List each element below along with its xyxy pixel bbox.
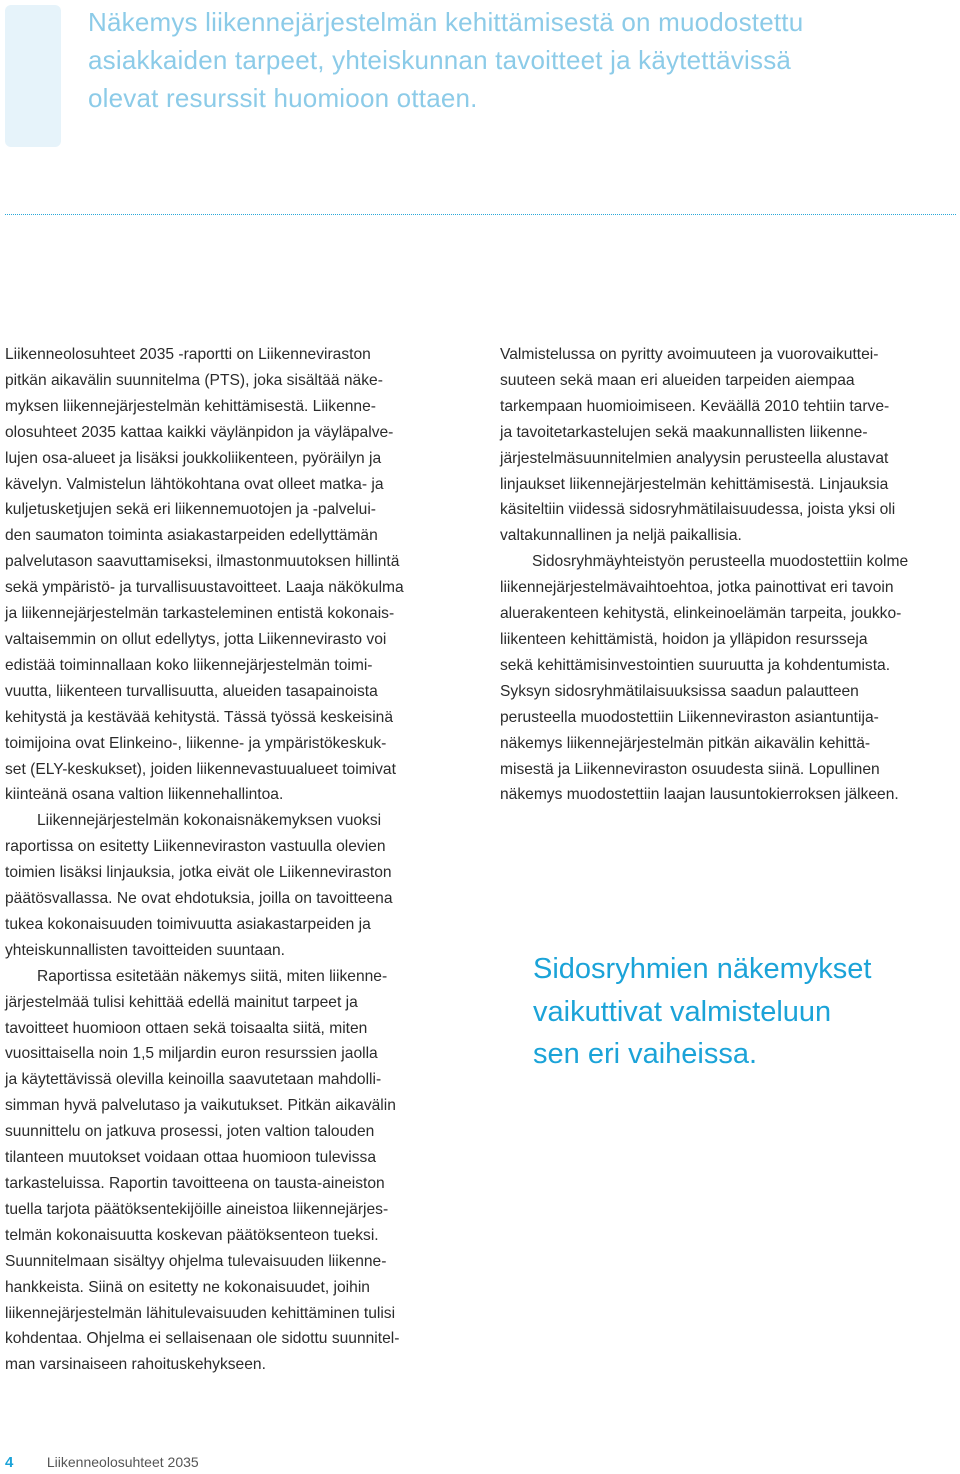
page-footer [5, 1451, 199, 1473]
text-line: päätösvallassa. Ne ovat ehdotuksia, joilla on tavoitteena [5, 890, 393, 908]
text-line: liikennejärjestelmävaihtoehtoa, jotka painottivat eri tavoin [500, 579, 894, 597]
text-line: Syksyn sidosryhmätilaisuuksissa saadun palautteen [500, 682, 859, 700]
right-paragraph-2 [500, 549, 960, 808]
text-line: käsiteltiin viidessä sidosryhmätilaisuudessa, joista yksi oli [500, 501, 896, 519]
text-line: ja käytettävissä olevilla keinoilla saavutetaan mahdolli- [5, 1071, 382, 1089]
text-line: suunnittelu on jatkuva prosessi, joten valtion talouden [5, 1123, 375, 1141]
pull-quote-line: sen eri vaiheissa. [533, 1038, 758, 1070]
page-headline [88, 3, 948, 117]
text-line: näkemys liikennejärjestelmän pitkän aikavälin kehittä- [500, 734, 871, 752]
text-line: myksen liikennejärjestelmän kehittämisestä. Liikenne- [5, 397, 376, 415]
accent-box [5, 5, 61, 147]
text-line: liikennejärjestelmän lähitulevaisuuden kehittäminen tulisi [5, 1304, 396, 1322]
publication-title: Liikenneolosuhteet 2035 [46, 1454, 199, 1470]
text-line: Liikennejärjestelmän kokonaisnäkemyksen vuoksi [37, 812, 382, 830]
text-line: tarkasteluissa. Raportin tavoitteena on tausta-aineiston [5, 1175, 385, 1192]
left-paragraph-3 [5, 964, 465, 1379]
right-column [500, 342, 960, 808]
headline-line: asiakkaiden tarpeet, yhteiskunnan tavoitteet ja käytettävissä [88, 45, 792, 75]
left-column [5, 342, 465, 1378]
pull-quote-line: Sidosryhmien näkemykset [533, 953, 872, 985]
text-line: perusteella muodostettiin Liikenneviraston asiantuntija- [500, 708, 879, 726]
text-line: kuljetusketjujen sekä eri liikennemuotojen ja -palvelui- [5, 501, 376, 519]
text-line: Suunnitelmaan sisältyy ohjelma tulevaisuuden liikenne- [5, 1252, 387, 1270]
text-line: tukea kokonaisuuden toimivuutta asiakastarpeiden ja [5, 915, 371, 933]
text-line: palvelutason saavuttamiseksi, ilmastonmuutoksen hillintä [5, 553, 400, 571]
text-line: kehitystä ja kestävää kehitystä. Tässä työssä keskeisinä [5, 708, 394, 726]
text-line: suuteen sekä maan eri alueiden tarpeiden aiempaa [500, 371, 855, 389]
text-line: telmän kokonaisuutta koskevan päätöksenteon tueksi. [5, 1226, 379, 1244]
page-number: 4 [5, 1454, 14, 1471]
text-line: sekä kehittämisinvestointien suuruutta ja kohdentumista. [500, 656, 891, 674]
headline-line: Näkemys liikennejärjestelmän kehittämisestä on muodostettu [88, 7, 804, 37]
text-line: näkemys muodostettiin laajan lausuntokierroksen jälkeen. [500, 786, 899, 804]
headline-line: olevat resurssit huomioon ottaen. [88, 83, 478, 113]
text-line: Liikenneolosuhteet 2035 -raportti on Liikenneviraston [5, 346, 371, 363]
text-line: yhteiskunnallisten tavoitteiden suuntaan. [5, 941, 286, 959]
text-line: lujen osa-alueet ja lisäksi joukkoliikenteen, pyöräilyn ja [5, 449, 382, 467]
text-line: ja liikennejärjestelmän tarkasteleminen entistä kokonais- [5, 605, 395, 623]
text-line: linjaukset liikennejärjestelmän kehittämisestä. Linjauksia [500, 475, 889, 493]
text-line: järjestelmäsuunnitelmien analyysin perusteella alustavat [500, 449, 889, 467]
text-line: kävelyn. Valmistelun lähtökohtana ovat olleet matka- ja [5, 475, 384, 493]
text-line: olosuhteet 2035 kattaa kaikki väylänpidon ja väyläpalve- [5, 423, 394, 441]
text-line: ja tavoitetarkastelujen sekä maakunnallisten liikenne- [500, 423, 868, 441]
text-line: set (ELY-keskukset), joiden liikennevastuualueet toimivat [5, 760, 396, 778]
left-paragraph-2 [5, 808, 465, 963]
text-line: vuosittaisella noin 1,5 miljardin euron resurssien jaolla [5, 1045, 378, 1063]
text-line: toimijoina ovat Elinkeino-, liikenne- ja ympäristökeskuk- [5, 734, 387, 752]
text-line: Raportissa esitetään näkemys siitä, miten liikenne- [37, 967, 388, 985]
text-line: man varsinaiseen rahoituskehykseen. [5, 1356, 266, 1374]
text-line: tilanteen muutokset voidaan ottaa huomioon tulevissa [5, 1149, 377, 1167]
text-line: simman hyvä palvelutaso ja vaikutukset. Pitkän aikavälin [5, 1097, 396, 1115]
left-paragraph-1 [5, 342, 465, 808]
text-line: kiinteänä osana valtion liikennehallintoa. [5, 786, 284, 804]
text-line: järjestelmää tulisi kehittää edellä mainitut tarpeet ja [5, 993, 358, 1011]
text-line: den saumaton toiminta asiakastarpeiden edellyttämän [5, 527, 378, 545]
pull-quote [533, 948, 953, 1076]
text-line: liikenteen kehittämistä, hoidon ja ylläpidon resursseja [500, 630, 868, 648]
text-line: pitkän aikavälin suunnitelma (PTS), joka sisältää näke- [5, 371, 383, 389]
text-line: tuella tarjota päätöksentekijöille aineistoa liikennejärjes- [5, 1200, 389, 1218]
dotted-divider [5, 214, 956, 215]
text-line: vuutta, liikenteen turvallisuutta, alueiden tasapainoista [5, 682, 378, 700]
text-line: tavoitteet huomioon ottaen sekä toisaalta siitä, miten [5, 1019, 368, 1037]
text-line: tarkempaan huomioimiseen. Keväällä 2010 tehtiin tarve- [500, 397, 890, 415]
text-line: valtakunnallinen ja neljä paikallisia. [500, 527, 742, 545]
pull-quote-line: vaikuttivat valmisteluun [533, 995, 832, 1028]
text-line: aluerakenteen kehitystä, elinkeinoelämän tarpeita, joukko- [500, 605, 902, 623]
text-line: misestä ja Liikenneviraston osuudesta siinä. Lopullinen [500, 760, 880, 778]
text-line: sekä ympäristö- ja turvallisuustavoitteet. Laaja näkökulma [5, 579, 404, 597]
text-line: valtaisemmin on ollut edellytys, jotta Liikennevirasto voi [5, 630, 387, 648]
text-line: raportissa on esitetty Liikenneviraston vastuulla olevien [5, 838, 386, 856]
text-line: edistää toiminnallaan koko liikennejärjestelmän toimi- [5, 656, 373, 674]
right-paragraph-1 [500, 342, 960, 549]
text-line: hankkeista. Siinä on esitetty ne kokonaisuudet, joihin [5, 1278, 370, 1296]
text-line: Valmistelussa on pyritty avoimuuteen ja vuorovaikuttei- [500, 346, 879, 363]
text-line: toimien lisäksi linjauksia, jotka eivät ole Liikenneviraston [5, 864, 392, 882]
text-line: kohdentaa. Ohjelma ei sellaisenaan ole sidottu suunnitel- [5, 1330, 400, 1348]
text-line: Sidosryhmäyhteistyön perusteella muodostettiin kolme [532, 553, 909, 571]
